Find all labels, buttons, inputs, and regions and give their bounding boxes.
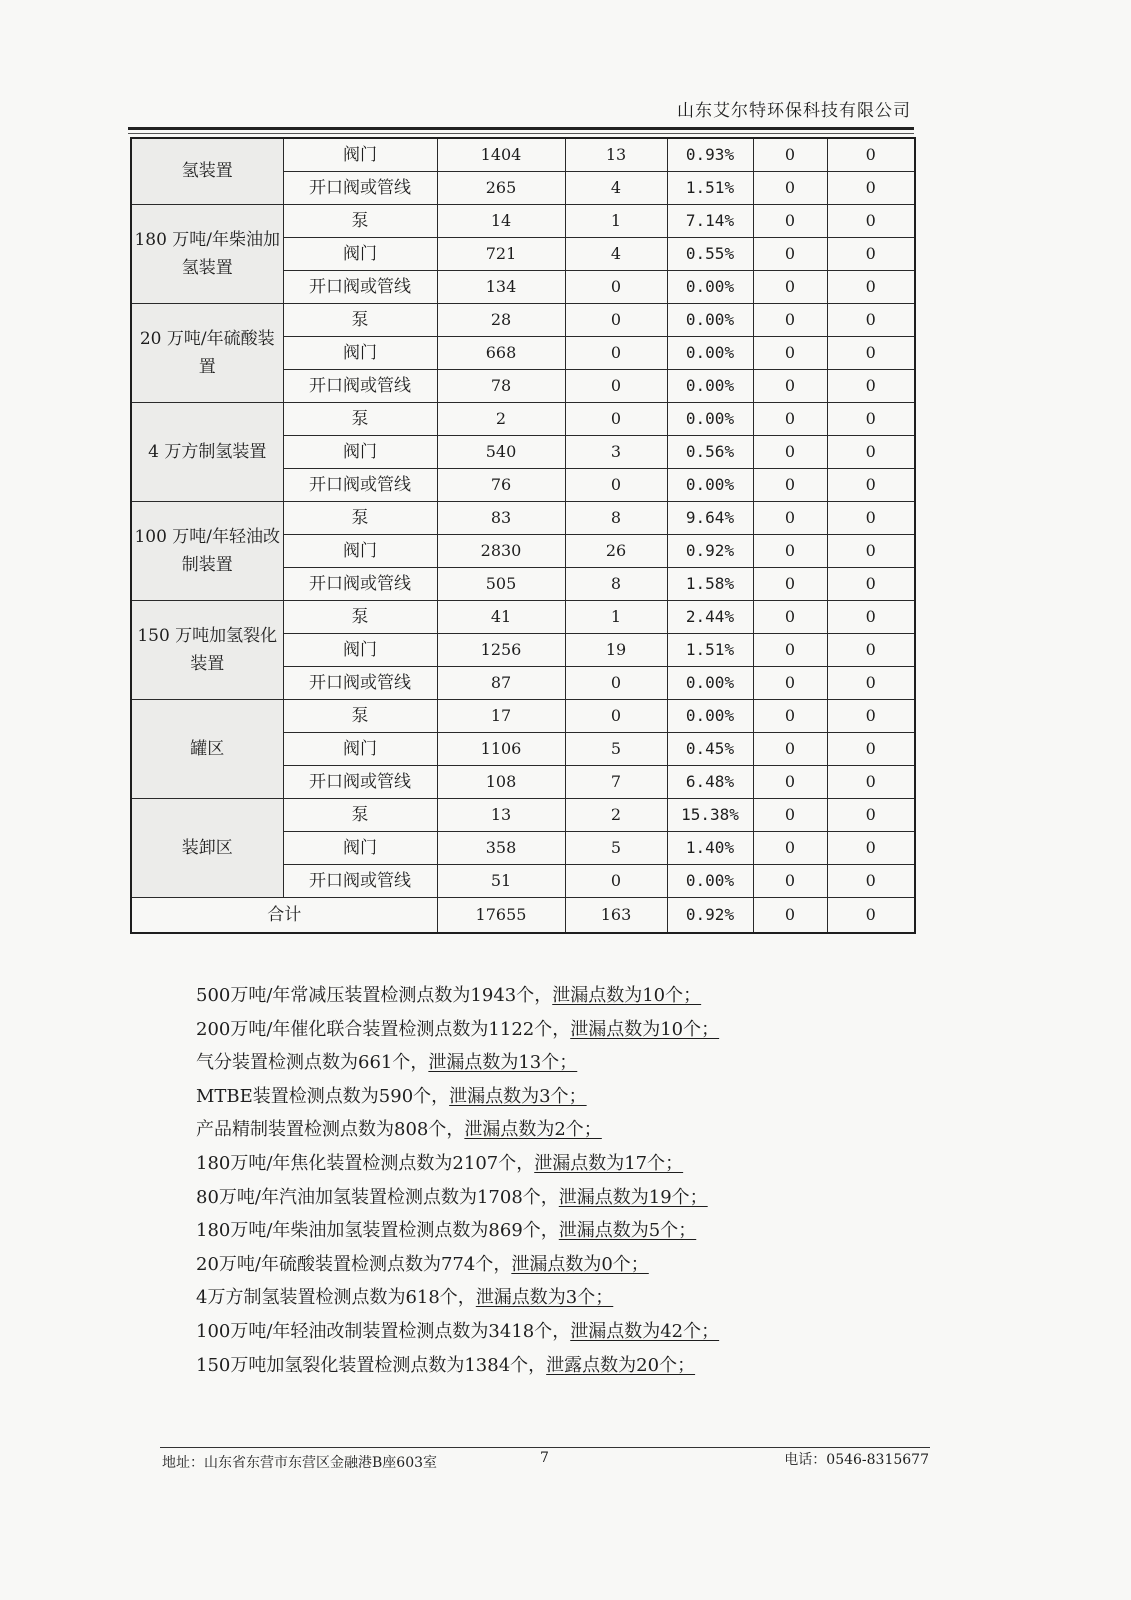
summary-detection-text: 150万吨加氢裂化装置检测点数为1384个， <box>196 1354 547 1376</box>
detection-count-cell: 76 <box>437 469 565 502</box>
summary-leak-text: 泄漏点数为5个； <box>558 1220 697 1242</box>
detection-count-cell: 540 <box>437 436 565 469</box>
leak-rate-cell: 0.00% <box>667 469 753 502</box>
leak-count-cell: 1 <box>565 601 667 634</box>
total-zero-cell: 0 <box>753 898 827 934</box>
total-count-cell: 17655 <box>437 898 565 934</box>
zero-value-cell: 0 <box>753 601 827 634</box>
detection-count-cell: 87 <box>437 667 565 700</box>
leak-rate-cell: 0.00% <box>667 370 753 403</box>
zero-value-cell: 0 <box>753 766 827 799</box>
detection-count-cell: 78 <box>437 370 565 403</box>
leak-count-cell: 19 <box>565 634 667 667</box>
leak-count-cell: 0 <box>565 271 667 304</box>
table-row <box>131 799 915 832</box>
zero-value-cell: 0 <box>753 865 827 898</box>
summary-detection-text: 80万吨/年汽油加氢装置检测点数为1708个， <box>196 1186 559 1208</box>
leak-count-cell: 0 <box>565 304 667 337</box>
total-zero-cell: 0 <box>827 898 915 934</box>
summary-line <box>196 1081 916 1112</box>
summary-line <box>196 1182 916 1213</box>
zero-value-cell: 0 <box>827 138 915 172</box>
zero-value-cell: 0 <box>753 370 827 403</box>
zero-value-cell: 0 <box>827 502 915 535</box>
detection-count-cell: 358 <box>437 832 565 865</box>
leak-count-cell: 0 <box>565 865 667 898</box>
zero-value-cell: 0 <box>827 766 915 799</box>
component-type-cell: 阀门 <box>283 337 437 370</box>
detection-count-cell: 2830 <box>437 535 565 568</box>
leak-count-cell: 8 <box>565 502 667 535</box>
zero-value-cell: 0 <box>753 271 827 304</box>
component-type-cell: 阀门 <box>283 238 437 271</box>
zero-value-cell: 0 <box>753 568 827 601</box>
leak-rate-cell: 7.14% <box>667 205 753 238</box>
component-type-cell: 泵 <box>283 502 437 535</box>
leak-rate-cell: 0.93% <box>667 138 753 172</box>
leak-count-cell: 4 <box>565 172 667 205</box>
zero-value-cell: 0 <box>753 469 827 502</box>
zero-value-cell: 0 <box>827 469 915 502</box>
zero-value-cell: 0 <box>753 403 827 436</box>
table-row <box>131 403 915 436</box>
component-type-cell: 开口阀或管线 <box>283 766 437 799</box>
summary-detection-text: 500万吨/年常减压装置检测点数为1943个， <box>196 985 553 1006</box>
leak-rate-cell: 0.00% <box>667 304 753 337</box>
detection-count-cell: 17 <box>437 700 565 733</box>
unit-name-cell: 氢装置 <box>131 138 283 205</box>
zero-value-cell: 0 <box>827 337 915 370</box>
component-type-cell: 开口阀或管线 <box>283 370 437 403</box>
zero-value-cell: 0 <box>827 733 915 766</box>
zero-value-cell: 0 <box>753 172 827 205</box>
zero-value-cell: 0 <box>827 535 915 568</box>
leak-rate-cell: 1.51% <box>667 634 753 667</box>
table-row <box>131 304 915 337</box>
leak-count-cell: 0 <box>565 337 667 370</box>
detection-count-cell: 1106 <box>437 733 565 766</box>
leak-count-cell: 0 <box>565 700 667 733</box>
leak-count-cell: 0 <box>565 667 667 700</box>
total-rate-cell: 0.92% <box>667 898 753 934</box>
zero-value-cell: 0 <box>827 799 915 832</box>
zero-value-cell: 0 <box>753 832 827 865</box>
component-type-cell: 阀门 <box>283 535 437 568</box>
summary-line <box>196 1148 916 1179</box>
leak-rate-cell: 15.38% <box>667 799 753 832</box>
table-row <box>131 138 915 172</box>
unit-name-cell: 4 万方制氢装置 <box>131 403 283 502</box>
leak-count-cell: 26 <box>565 535 667 568</box>
zero-value-cell: 0 <box>753 733 827 766</box>
leak-rate-cell: 0.00% <box>667 271 753 304</box>
detection-table-body <box>131 138 915 933</box>
zero-value-cell: 0 <box>827 238 915 271</box>
unit-name-cell: 20 万吨/年硫酸装置 <box>131 304 283 403</box>
total-row <box>131 898 915 934</box>
footer-address: 地址：山东省东营市东营区金融港B座603室 <box>162 1455 438 1471</box>
leak-count-cell: 0 <box>565 370 667 403</box>
total-leaks-cell: 163 <box>565 898 667 934</box>
leak-count-cell: 1 <box>565 205 667 238</box>
zero-value-cell: 0 <box>827 865 915 898</box>
component-type-cell: 开口阀或管线 <box>283 172 437 205</box>
leak-rate-cell: 1.51% <box>667 172 753 205</box>
summary-detection-text: 20万吨/年硫酸装置检测点数为774个， <box>196 1253 512 1275</box>
table-row <box>131 502 915 535</box>
table-row <box>131 601 915 634</box>
summary-detection-text: 4万方制氢装置检测点数为618个， <box>196 1287 476 1309</box>
detection-count-cell: 265 <box>437 172 565 205</box>
summary-detection-text: 气分装置检测点数为661个， <box>196 1052 429 1074</box>
summary-line <box>196 1114 916 1145</box>
zero-value-cell: 0 <box>827 172 915 205</box>
component-type-cell: 阀门 <box>283 634 437 667</box>
component-type-cell: 泵 <box>283 700 437 733</box>
summary-detection-text: MTBE装置检测点数为590个， <box>196 1085 450 1107</box>
component-type-cell: 泵 <box>283 304 437 337</box>
leak-rate-cell: 1.58% <box>667 568 753 601</box>
summary-detection-text: 180万吨/年柴油加氢装置检测点数为869个， <box>196 1220 559 1242</box>
detection-count-cell: 83 <box>437 502 565 535</box>
detection-count-cell: 668 <box>437 337 565 370</box>
leak-count-cell: 4 <box>565 238 667 271</box>
detection-count-cell: 14 <box>437 205 565 238</box>
detection-count-cell: 13 <box>437 799 565 832</box>
unit-name-cell: 100 万吨/年轻油改制装置 <box>131 502 283 601</box>
leak-rate-cell: 0.56% <box>667 436 753 469</box>
detection-count-cell: 505 <box>437 568 565 601</box>
leak-count-cell: 3 <box>565 436 667 469</box>
detection-count-cell: 108 <box>437 766 565 799</box>
leak-rate-cell: 2.44% <box>667 601 753 634</box>
summary-section <box>196 980 916 1383</box>
leak-count-cell: 0 <box>565 403 667 436</box>
leak-count-cell: 0 <box>565 469 667 502</box>
zero-value-cell: 0 <box>827 667 915 700</box>
leak-rate-cell: 0.00% <box>667 337 753 370</box>
zero-value-cell: 0 <box>827 436 915 469</box>
summary-line <box>196 1249 916 1280</box>
leak-rate-cell: 0.00% <box>667 700 753 733</box>
summary-leak-text: 泄漏点数为10个； <box>570 1018 720 1040</box>
unit-name-cell: 装卸区 <box>131 799 283 898</box>
component-type-cell: 泵 <box>283 601 437 634</box>
header-rule-thin <box>128 133 914 134</box>
zero-value-cell: 0 <box>753 238 827 271</box>
summary-leak-text: 泄漏点数为3个； <box>449 1085 587 1107</box>
detection-count-cell: 721 <box>437 238 565 271</box>
component-type-cell: 泵 <box>283 205 437 238</box>
header-rule-thick <box>128 127 914 130</box>
summary-detection-text: 200万吨/年催化联合装置检测点数为1122个， <box>196 1018 571 1040</box>
zero-value-cell: 0 <box>827 370 915 403</box>
zero-value-cell: 0 <box>753 502 827 535</box>
detection-count-cell: 51 <box>437 865 565 898</box>
summary-leak-text: 泄漏点数为0个； <box>511 1253 649 1275</box>
leak-rate-cell: 0.00% <box>667 403 753 436</box>
summary-leak-text: 泄漏点数为13个； <box>428 1052 578 1074</box>
leak-rate-cell: 0.00% <box>667 865 753 898</box>
summary-leak-text: 泄漏点数为42个； <box>570 1320 720 1342</box>
leak-rate-cell: 6.48% <box>667 766 753 799</box>
detection-count-cell: 1404 <box>437 138 565 172</box>
zero-value-cell: 0 <box>827 832 915 865</box>
component-type-cell: 泵 <box>283 403 437 436</box>
summary-line <box>196 1047 916 1078</box>
detection-table <box>130 137 916 934</box>
summary-line <box>196 980 916 1011</box>
summary-leak-text: 泄漏点数为2个； <box>464 1119 602 1141</box>
leak-rate-cell: 9.64% <box>667 502 753 535</box>
zero-value-cell: 0 <box>827 271 915 304</box>
summary-line <box>196 1014 916 1045</box>
zero-value-cell: 0 <box>753 205 827 238</box>
page-number: 7 <box>540 1450 549 1466</box>
leak-rate-cell: 1.40% <box>667 832 753 865</box>
zero-value-cell: 0 <box>827 304 915 337</box>
summary-detection-text: 产品精制装置检测点数为808个， <box>196 1119 465 1141</box>
unit-name-cell: 180 万吨/年柴油加氢装置 <box>131 205 283 304</box>
zero-value-cell: 0 <box>753 436 827 469</box>
component-type-cell: 开口阀或管线 <box>283 469 437 502</box>
zero-value-cell: 0 <box>753 799 827 832</box>
summary-line <box>196 1316 916 1347</box>
summary-line <box>196 1215 916 1246</box>
summary-leak-text: 泄漏点数为3个； <box>475 1287 614 1309</box>
component-type-cell: 泵 <box>283 799 437 832</box>
zero-value-cell: 0 <box>753 138 827 172</box>
component-type-cell: 开口阀或管线 <box>283 568 437 601</box>
company-name-header: 山东艾尔特环保科技有限公司 <box>677 101 911 121</box>
zero-value-cell: 0 <box>753 634 827 667</box>
summary-leak-text: 泄漏点数为10个； <box>552 985 702 1006</box>
zero-value-cell: 0 <box>827 601 915 634</box>
component-type-cell: 阀门 <box>283 436 437 469</box>
zero-value-cell: 0 <box>753 337 827 370</box>
leak-rate-cell: 0.00% <box>667 667 753 700</box>
leak-count-cell: 7 <box>565 766 667 799</box>
summary-detection-text: 100万吨/年轻油改制装置检测点数为3418个， <box>196 1320 571 1342</box>
leak-count-cell: 5 <box>565 733 667 766</box>
zero-value-cell: 0 <box>827 700 915 733</box>
component-type-cell: 开口阀或管线 <box>283 667 437 700</box>
component-type-cell: 开口阀或管线 <box>283 865 437 898</box>
footer-rule <box>160 1447 930 1448</box>
leak-rate-cell: 0.45% <box>667 733 753 766</box>
summary-line <box>196 1282 916 1313</box>
leak-count-cell: 13 <box>565 138 667 172</box>
component-type-cell: 阀门 <box>283 832 437 865</box>
detection-count-cell: 41 <box>437 601 565 634</box>
zero-value-cell: 0 <box>753 667 827 700</box>
detection-count-cell: 1256 <box>437 634 565 667</box>
detection-count-cell: 28 <box>437 304 565 337</box>
zero-value-cell: 0 <box>827 403 915 436</box>
summary-leak-text: 泄露点数为20个； <box>546 1354 696 1376</box>
detection-count-cell: 134 <box>437 271 565 304</box>
unit-name-cell: 150 万吨加氢裂化装置 <box>131 601 283 700</box>
component-type-cell: 开口阀或管线 <box>283 271 437 304</box>
leak-rate-cell: 0.55% <box>667 238 753 271</box>
leak-count-cell: 5 <box>565 832 667 865</box>
unit-name-cell: 罐区 <box>131 700 283 799</box>
leak-count-cell: 8 <box>565 568 667 601</box>
zero-value-cell: 0 <box>827 568 915 601</box>
footer-phone: 电话：0546-8315677 <box>784 1452 929 1468</box>
zero-value-cell: 0 <box>753 304 827 337</box>
summary-leak-text: 泄漏点数为19个； <box>558 1186 708 1208</box>
summary-leak-text: 泄漏点数为17个； <box>534 1152 684 1174</box>
zero-value-cell: 0 <box>753 535 827 568</box>
component-type-cell: 阀门 <box>283 138 437 172</box>
leak-rate-cell: 0.92% <box>667 535 753 568</box>
zero-value-cell: 0 <box>753 700 827 733</box>
component-type-cell: 阀门 <box>283 733 437 766</box>
table-row <box>131 700 915 733</box>
total-label-cell: 合计 <box>131 898 437 934</box>
table-row <box>131 205 915 238</box>
zero-value-cell: 0 <box>827 205 915 238</box>
leak-count-cell: 2 <box>565 799 667 832</box>
summary-detection-text: 180万吨/年焦化装置检测点数为2107个， <box>196 1152 535 1174</box>
summary-line <box>196 1350 916 1381</box>
detection-count-cell: 2 <box>437 403 565 436</box>
zero-value-cell: 0 <box>827 634 915 667</box>
